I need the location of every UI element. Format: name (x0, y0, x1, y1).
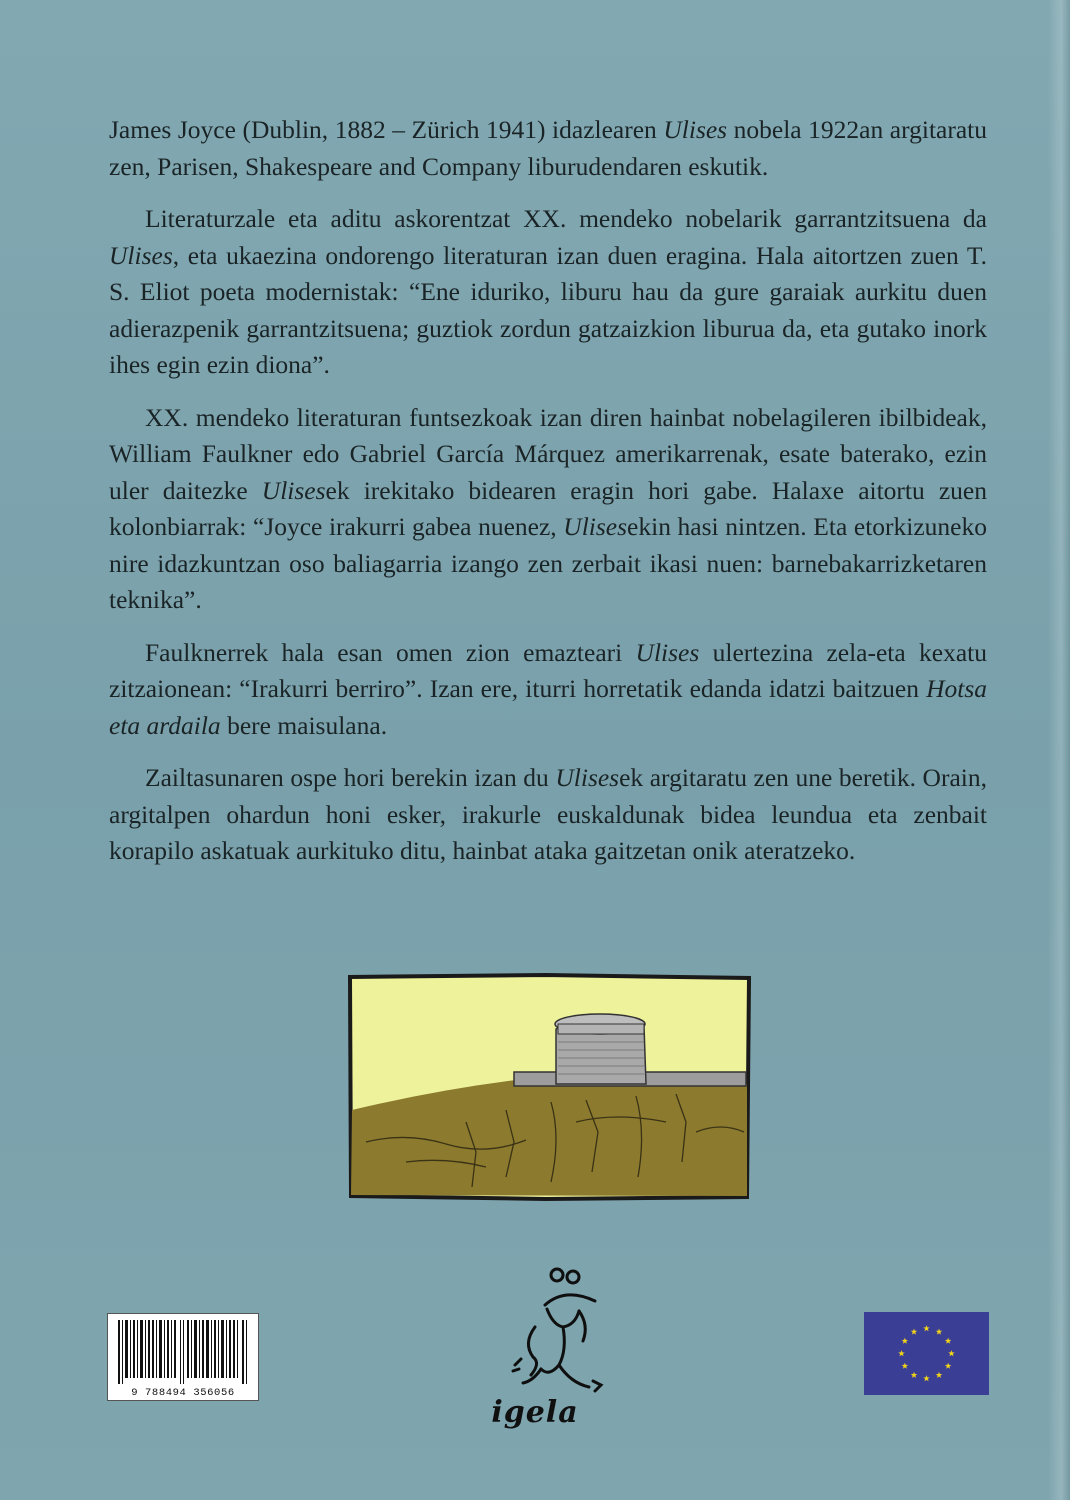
italic-title: Ulises (563, 512, 628, 541)
italic-title: Ulises (635, 637, 700, 667)
text-run: , eta ukaezina ondorengo literaturan izan duen eragina. Hala aitortzen zuen T. S. Eliot poeta modernistak: “Ene iduriko, liburu hau da gure garaiak aurkitu duen adierazpenik garrantzitsuena; guztiok zordun gatzaizkion liburua da, eta gutako inork ihes egin ezin diona”. (109, 240, 987, 379)
blurb-paragraph-4 (109, 635, 987, 745)
blurb-paragraph-5 (109, 760, 987, 870)
text-run: Literaturzale eta aditu askorentzat XX. mendeko nobelarik garrantzitsuena da (145, 204, 987, 233)
blurb-text (109, 112, 987, 870)
blurb-paragraph-1 (109, 112, 987, 185)
italic-title: Ulises (109, 240, 173, 270)
text-run: Faulknerrek hala esan omen zion emazteari (145, 637, 636, 667)
italic-title: Hotsa eta ardaila (109, 674, 987, 740)
text-run: Zailtasunaren ospe hori berekin izan du (145, 763, 556, 792)
text-run: James Joyce (Dublin, 1882 – Zürich 1941) idazlearen (109, 115, 664, 144)
text-run: bere maisulana. (220, 710, 388, 740)
text-run: nobela 1922an argitaratu zen, Parisen, Shakespeare and Company liburudendaren eskutik. (109, 115, 987, 181)
italic-title: Ulises (555, 763, 620, 792)
text-run: ek irekitako bidearen eragin hori gabe. Halaxe aitortu zuen kolonbiarrak: “Joyce irakurri gabea nuenez, (109, 475, 987, 541)
eu-flag-icon (864, 1312, 989, 1395)
text-run: ulertezina zela-eta kexatu zitzaionean: “Irakurri berriro”. Izan ere, iturri horretatik edanda idatzi baitzuen (109, 637, 987, 703)
text-run: XX. mendeko literaturan funtsezkoak izan diren hainbat nobelagileren ibilbideak, William Faulkner edo Gabriel García Márquez amerikarrenak, esate baterako, ezin uler daitezke (109, 402, 987, 505)
barcode (107, 1313, 259, 1401)
barcode-bars (108, 1314, 258, 1386)
martello-tower-illustration (346, 972, 753, 1202)
barcode-digits: 9 788494 356056 (131, 1387, 235, 1399)
blurb-paragraph-3 (109, 400, 987, 619)
blurb-paragraph-2 (109, 201, 987, 384)
text-run: ek argitaratu zen une beretik. Orain, argitalpen ohardun honi esker, irakurle euskaldunak bidea leundua eta zenbait korapilo askatuak aurkituko ditu, hainbat ataka gaitzetan onik ateratzeko. (109, 763, 987, 865)
italic-title: Ulises (663, 115, 728, 144)
publisher-logo-text: igela (491, 1395, 579, 1430)
italic-title: Ulises (261, 475, 326, 505)
text-run: ekin hasi nintzen. Eta etorkizuneko nire idazkuntzan oso baliagarria izango zen zerbait ikasi nuen: barnebakarrizketaren teknika”. (109, 512, 987, 614)
